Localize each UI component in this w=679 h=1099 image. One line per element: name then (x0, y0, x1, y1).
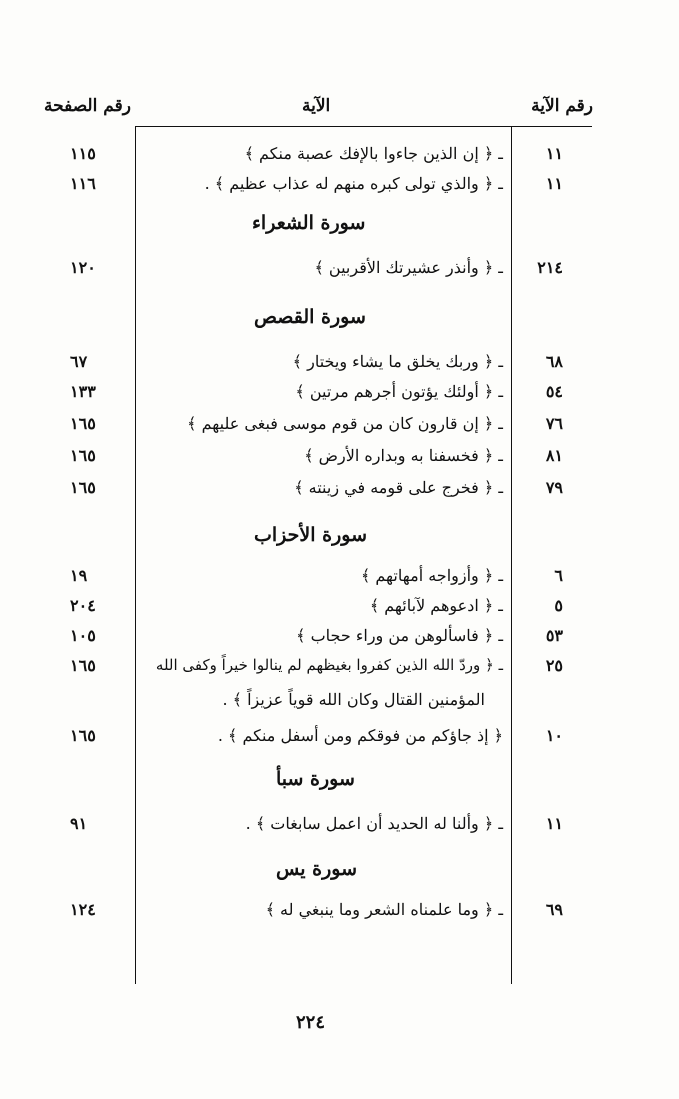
table-row (0, 656, 679, 680)
page-ref: ١٢٤ (70, 900, 96, 919)
page-ref: ١٦٥ (70, 478, 96, 497)
page-ref: ١٦٥ (70, 726, 96, 745)
page-ref: ١٦٥ (70, 414, 96, 433)
column-divider-left (135, 126, 136, 984)
ayah-number: ٢٥ (545, 656, 563, 675)
header-ayah: الآية (302, 96, 331, 116)
page-ref: ١١٦ (70, 174, 96, 193)
page-ref: ١٦٥ (70, 446, 96, 465)
ayah-number: ١١ (545, 144, 563, 163)
ayah-text: ـ ﴿ إن الذين جاءوا بالإفك عصبة منكم ﴾ (244, 144, 503, 163)
page-ref: ١٣٣ (70, 382, 96, 401)
table-row (0, 258, 679, 282)
page-ref: ٩١ (70, 814, 88, 833)
ayah-number: ٥٤ (545, 382, 563, 401)
page-ref: ١٩ (70, 566, 88, 585)
table-row (0, 900, 679, 924)
table-row (0, 382, 679, 406)
ayah-number: ٦ (554, 566, 563, 585)
ayah-text: ﴿ إذ جاؤكم من فوقكم ومن أسفل منكم ﴾ . (217, 726, 503, 745)
ayah-number: ٧٦ (545, 414, 563, 433)
ayah-number: ٥٣ (545, 626, 563, 645)
header-ayah-number: رقم الآية (531, 96, 593, 116)
ayah-text: ـ ﴿ إن قارون كان من قوم موسى فبغى عليهم ﴾ (187, 414, 503, 433)
ayah-text: ـ ﴿ وأزواجه أمهاتهم ﴾ (360, 566, 503, 585)
ayah-text: ـ ﴿ أولئك يؤتون أجرهم مرتين ﴾ (295, 382, 503, 401)
surah-heading: سورة الشعراء (252, 212, 366, 234)
ayah-text-continuation: المؤمنين القتال وكان الله قوياً عزيزاً ﴾ . (222, 690, 485, 709)
ayah-number: ١١ (545, 174, 563, 193)
ayah-text: ـ ﴿ ادعوهم لآبائهم ﴾ (369, 596, 503, 615)
table-row (0, 414, 679, 438)
page-ref: ٦٧ (70, 352, 88, 371)
ayah-text: ـ ﴿ وردّ الله الذين كفروا بغيظهم لم ينالوا خيراً وكفى الله (155, 656, 503, 674)
table-row-continuation (0, 690, 679, 714)
table-row (0, 726, 679, 750)
table-row (0, 478, 679, 502)
ayah-text: ـ ﴿ وما علمناه الشعر وما ينبغي له ﴾ (265, 900, 503, 919)
ayah-number: ٥ (554, 596, 563, 615)
page-ref: ٢٠٤ (70, 596, 96, 615)
table-row (0, 566, 679, 590)
header-page-number: رقم الصفحة (44, 96, 131, 116)
ayah-text: ـ ﴿ فخرج على قومه في زينته ﴾ (294, 478, 503, 497)
column-divider-right (511, 126, 512, 984)
page-ref: ١٠٥ (70, 626, 96, 645)
ayah-text: ـ ﴿ والذي تولى كبره منهم له عذاب عظيم ﴾ . (204, 174, 503, 193)
ayah-text: ـ ﴿ وألنا له الحديد أن اعمل سابغات ﴾ . (245, 814, 503, 833)
table-row (0, 596, 679, 620)
table-row (0, 144, 679, 168)
ayah-number: ١٠ (545, 726, 563, 745)
ayah-number: ٨١ (545, 446, 563, 465)
table-row (0, 814, 679, 838)
ayah-number: ٧٩ (545, 478, 563, 497)
header-rule (136, 126, 592, 127)
surah-heading: سورة القصص (254, 306, 366, 328)
ayah-number: ٦٨ (545, 352, 563, 371)
ayah-number: ١١ (545, 814, 563, 833)
surah-heading: سورة سبأ (276, 768, 355, 790)
surah-heading: سورة يس (276, 858, 357, 880)
ayah-text: ـ ﴿ فخسفنا به وبداره الأرض ﴾ (304, 446, 503, 465)
ayah-number: ٢١٤ (537, 258, 563, 277)
table-row (0, 352, 679, 376)
page-ref: ١٦٥ (70, 656, 96, 675)
table-row (0, 626, 679, 650)
table-row (0, 174, 679, 198)
ayah-text: ـ ﴿ وأنذر عشيرتك الأقربين ﴾ (314, 258, 503, 277)
page-number: ٢٢٤ (296, 1012, 326, 1033)
ayah-text: ـ ﴿ فاسألوهن من وراء حجاب ﴾ (296, 626, 503, 645)
page-ref: ١١٥ (70, 144, 96, 163)
ayah-text: ـ ﴿ وربك يخلق ما يشاء ويختار ﴾ (292, 352, 503, 371)
table-row (0, 446, 679, 470)
ayah-number: ٦٩ (545, 900, 563, 919)
surah-heading: سورة الأحزاب (254, 524, 367, 546)
page-ref: ١٢٠ (70, 258, 96, 277)
